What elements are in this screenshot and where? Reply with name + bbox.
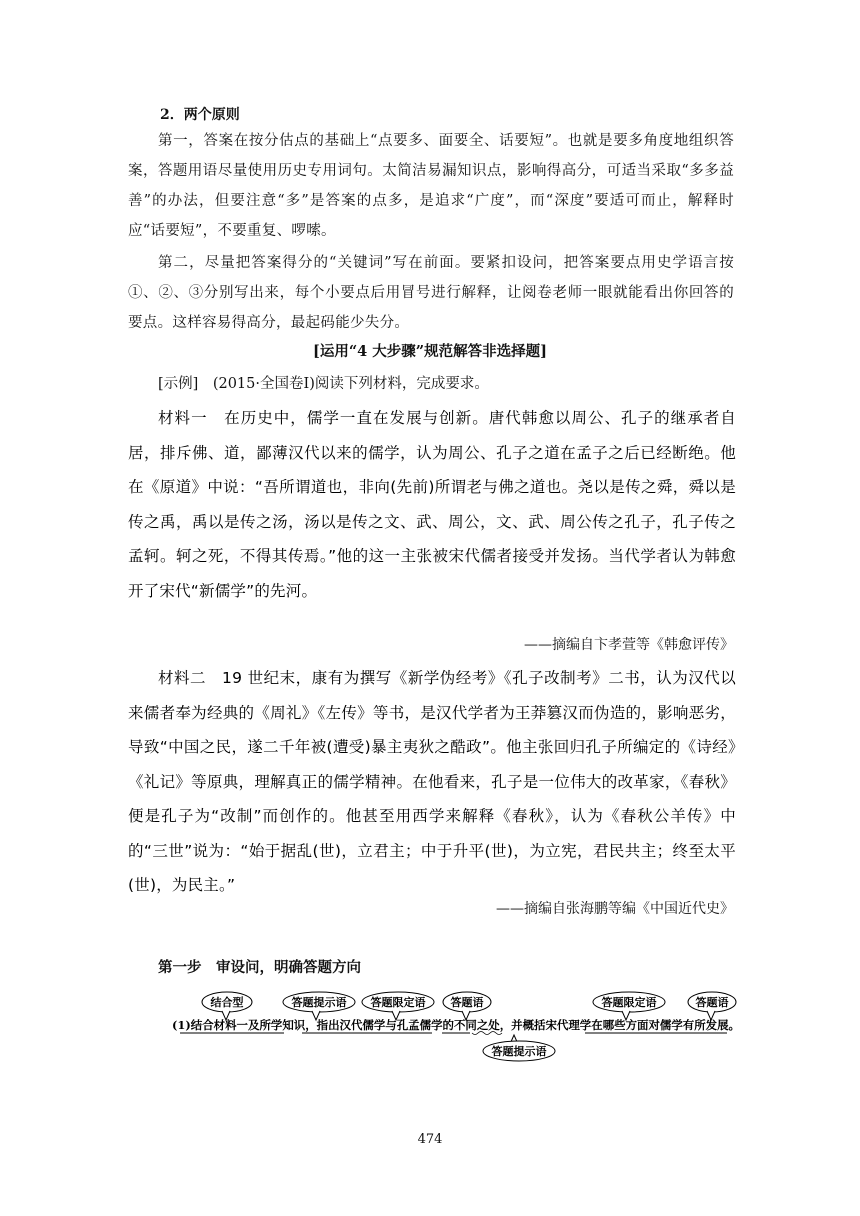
principle-one-paragraph: 第一，答案在按分估点的基础上“点要多、面要全、话要短”。也就是要多角度地组织答案，答题用语尽量使用历史专用词句。太简洁易漏知识点，影响得高分，可适当采取“多多益善”的办法，但要注意“多”是答案的点多，是追求“广度”，而“深度”要适可而止，解释时应“话要短”，不要重复、啰嗦。 xyxy=(128,133,734,239)
section-title: [运用“4 大步骤”规范解答非选择题] xyxy=(312,343,548,360)
bubble-label: 答题提示语 xyxy=(491,1045,547,1058)
section-heading: 2．两个原则 xyxy=(160,107,240,123)
material-two-source: ——摘编自张海鹏等编《中国近代史》 xyxy=(496,901,734,917)
material-one-source: ——摘编自卞孝萱等《韩愈评传》 xyxy=(524,637,734,653)
bubble-label: 答题限定语 xyxy=(370,996,426,1009)
bubble-label: 答题语 xyxy=(450,996,484,1009)
annotation-bubble-hint-2 xyxy=(483,1035,555,1061)
annotation-bubble-limit-2 xyxy=(593,992,665,1020)
annotation-bubble-combined xyxy=(202,992,252,1020)
annotation-bubble-hint xyxy=(283,992,355,1020)
annotation-bubble-answer xyxy=(443,992,491,1020)
question-text: (1)结合材料一及所学知识，指出汉代儒学与孔孟儒学的不同之处，并概括宋代理学在哪些方面对儒学有所发展。 xyxy=(172,1018,740,1032)
material-one-text: 材料一 在历史中，儒学一直在发展与创新。唐代韩愈以周公、孔子的继承者自居，排斥佛、道，鄙薄汉代以来的儒学，认为周公、孔子之道在孟子之后已经断绝。他在《原道》中说：“吾所谓道也，非向(先前)所谓老与佛之道也。尧以是传之舜，舜以是传之禹，禹以是传之汤，汤以是传之文、武、周公，文、武、周公传之孔子，孔子传之孟轲。轲之死，不得其传焉。”他的这一主张被宋代儒者接受并发扬。当代学者认为韩愈开了宋代“新儒学”的先河。 xyxy=(128,409,736,600)
bubble-label: 答题提示语 xyxy=(291,996,347,1009)
principle-two-paragraph: 第二，尽量把答案得分的“关键词”写在前面。要紧扣设问，把答案要点用史学语言按①、②、③分别写出来，每个小要点后用冒号进行解释，让阅卷老师一眼就能看出你回答的要点。这样容易得高分，最起码能少失分。 xyxy=(128,255,734,331)
step-one-heading: 第一步 审设问，明确答题方向 xyxy=(158,959,361,976)
bubble-label: 答题语 xyxy=(695,996,729,1009)
page-number: 474 xyxy=(417,1132,443,1147)
annotation-bubble-answer-2 xyxy=(688,992,736,1020)
bubble-label: 答题限定语 xyxy=(601,996,657,1009)
question-annotation-figure xyxy=(172,988,742,1062)
annotation-bubble-limit xyxy=(362,992,434,1020)
bubble-label: 结合型 xyxy=(210,996,244,1009)
example-line: [示例] (2015·全国卷Ⅰ)阅读下列材料，完成要求。 xyxy=(158,376,489,392)
material-two-text: 材料二 19 世纪末，康有为撰写《新学伪经考》《孔子改制考》二书，认为汉代以来儒者奉为经典的《周礼》《左传》等书，是汉代学者为王莽篡汉而伪造的，影响恶劣，导致“中国之民，遂二千年被(遭受)暴主夷狄之酷政”。他主张回归孔子所编定的《诗经》《礼记》等原典，理解真正的儒学精神。在他看来，孔子是一位伟大的改革家，《春秋》便是孔子为“改制”而创作的。他甚至用西学来解释《春秋》，认为《春秋公羊传》中的“三世”说为：“始于据乱(世)，立君主；中于升平(世)，为立宪，君民共主；终至太平(世)，为民主。” xyxy=(128,669,736,894)
